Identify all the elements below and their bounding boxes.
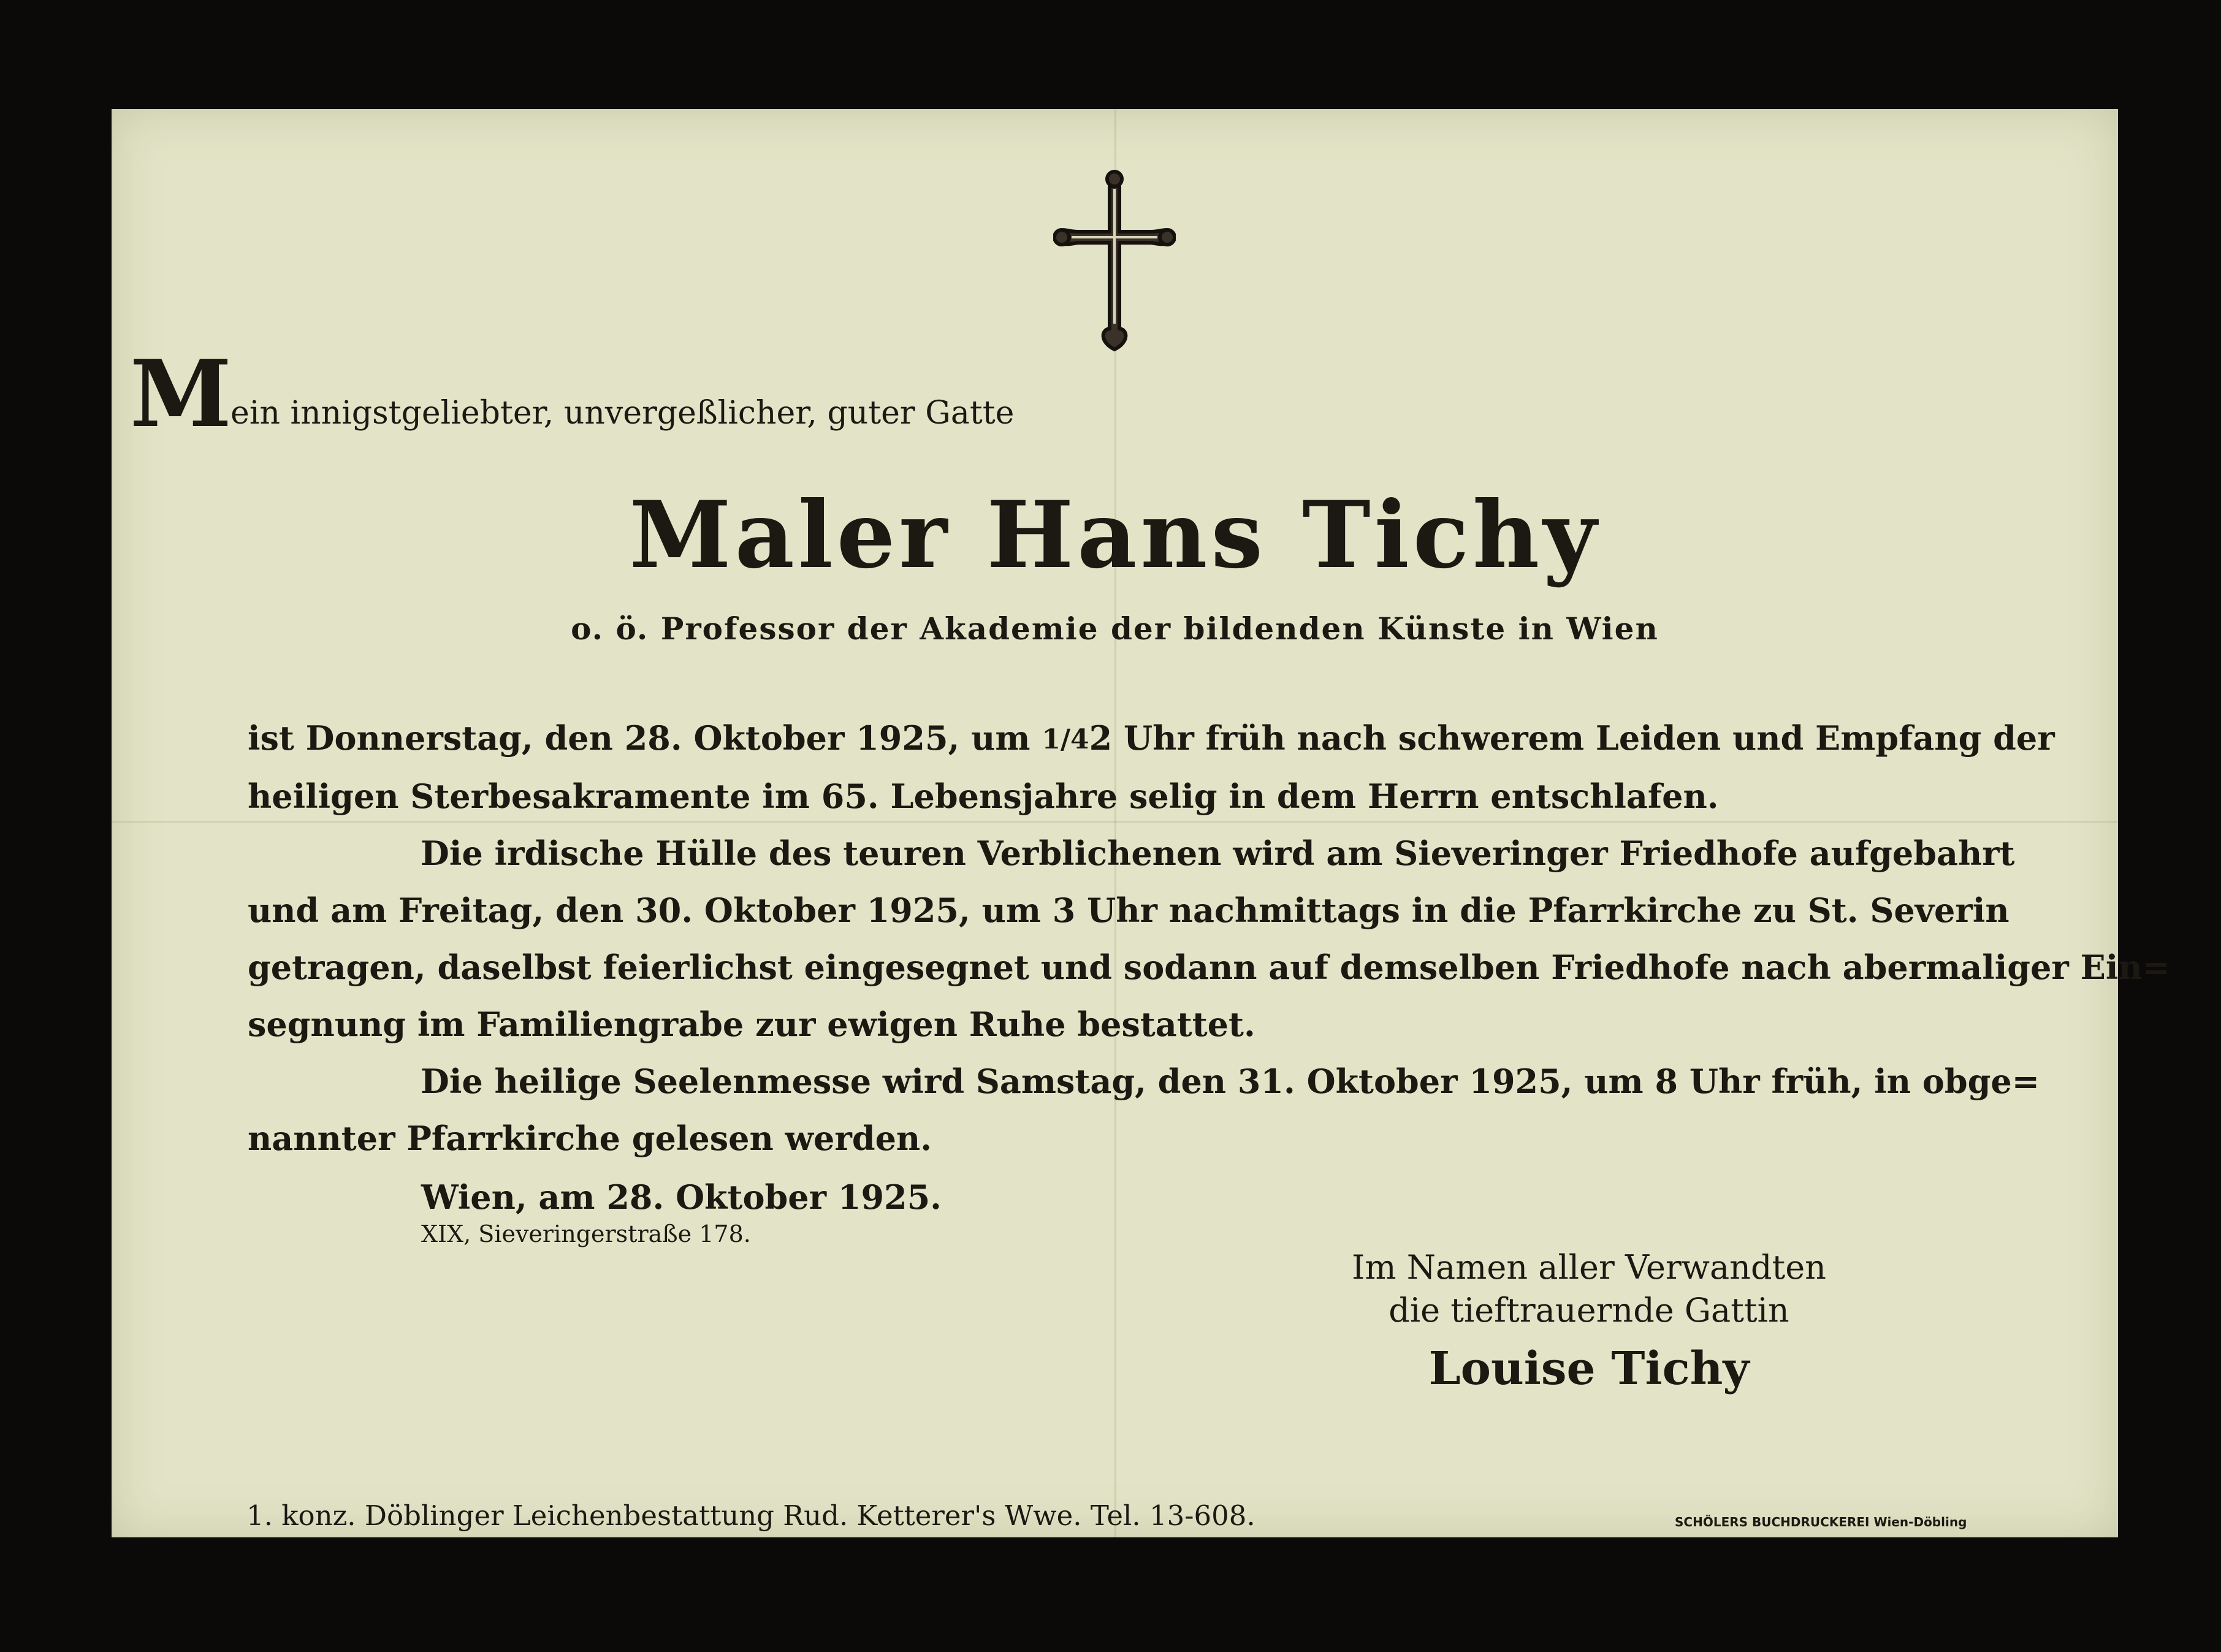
deceased-name: Maler Hans Tichy [629, 481, 1601, 589]
paragraph-funeral-line-1: Die irdische Hülle des teuren Verblichenen wird am Sieveringer Friedhofe aufgebahrt [421, 834, 2015, 873]
paragraph-death-line-1-start: ist Donnerstag, den 28. Oktober 1925, um [248, 718, 1030, 758]
notice-body [248, 710, 2170, 1167]
paragraph-death-line-1-end: 2 Uhr früh nach schwerem Leiden und Empfang der [1089, 718, 2055, 758]
address: XIX, Sieveringerstraße 178. [421, 1220, 751, 1247]
closing-line-2: die tieftrauernde Gattin [1389, 1291, 1789, 1330]
deceased-title: o. ö. Professor der Akademie der bildenden Künste in Wien [571, 611, 1659, 647]
paragraph-mass-line-2: nannter Pfarrkirche gelesen werden. [248, 1119, 932, 1158]
paragraph-funeral-line-3: getragen, daselbst feierlichst eingesegnet und sodann auf demselben Friedhofe nach abermaliger Ein= [248, 948, 2170, 987]
paragraph-death [248, 710, 2055, 825]
closing-line-1: Im Namen aller Verwandten [1352, 1248, 1826, 1287]
intro-line [130, 340, 1015, 448]
place-date: Wien, am 28. Oktober 1925. [421, 1178, 942, 1217]
paragraph-funeral [248, 825, 2170, 1053]
intro-text: ein innigstgeliebter, unvergeßlicher, guter Gatte [230, 395, 1015, 432]
intro-initial: M [130, 340, 229, 448]
printer-imprint: SCHÖLERS BUCHDRUCKEREI Wien-Döbling [1675, 1515, 1967, 1529]
paragraph-death-line-2: heiligen Sterbesakramente im 65. Lebensjahre selig in dem Herrn entschlafen. [248, 777, 1719, 816]
paragraph-funeral-line-2: und am Freitag, den 30. Oktober 1925, um 3 Uhr nachmittags in die Pfarrkirche zu St. Severin [248, 891, 2010, 930]
paragraph-mass [248, 1053, 2040, 1167]
cross-icon [1053, 164, 1176, 354]
paragraph-mass-line-1: Die heilige Seelenmesse wird Samstag, den 31. Oktober 1925, um 8 Uhr früh, in obge= [421, 1062, 2040, 1101]
paragraph-death-line-1 [248, 710, 2055, 768]
undertaker-line: 1. konz. Döblinger Leichenbestattung Rud. Ketterer's Wwe. Tel. 13-608. [246, 1499, 1255, 1532]
paragraph-funeral-line-4: segnung im Familiengrabe zur ewigen Ruhe bestattet. [248, 1005, 1255, 1044]
death-notice-sheet [112, 109, 2170, 1537]
time-fraction: 1/4 [1042, 724, 1089, 755]
signer-name: Louise Tichy [1428, 1342, 1750, 1395]
